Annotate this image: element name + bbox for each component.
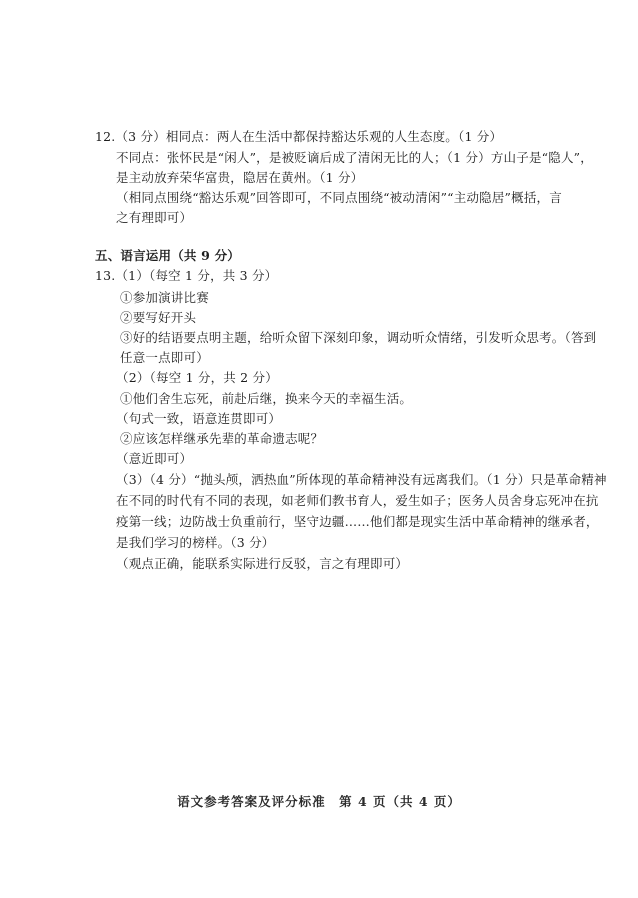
page-footer: 语文参考答案及评分标准 第 4 页（共 4 页） (177, 794, 461, 809)
q12-line-1: 12.（3 分）相同点：两人在生活中都保持豁达乐观的人生态度。（1 分） (95, 129, 503, 144)
q12-line-3: 是主动放弃荣华富贵，隐居在黄州。（1 分） (116, 170, 364, 185)
q13-part2-note-2: （意近即可） (116, 451, 193, 466)
q13-part2-note-1: （句式一致，语意连贯即可） (116, 411, 282, 426)
q13-item-3-line-2: 任意一点即可） (120, 350, 209, 365)
q13-part3-note: （观点正确，能联系实际进行反驳，言之有理即可） (116, 556, 409, 571)
section-5-heading: 五、语言运用（共 9 分） (95, 248, 241, 263)
q12-line-4: （相同点围绕“豁达乐观”回答即可，不同点围绕“被动清闲”“主动隐居”概括，言 (116, 190, 562, 205)
q13-part2-item-1: ①他们舍生忘死，前赴后继，换来今天的幸福生活。 (120, 391, 413, 406)
q13-item-1: ①参加演讲比赛 (120, 290, 209, 305)
q13-part3-line-4: 是我们学习的榜样。（3 分） (116, 535, 275, 550)
q13-part2-item-2: ②应该怎样继承先辈的革命遗志呢？ (120, 431, 324, 446)
q13-part3-line-3: 疫第一线；边防战士负重前行，坚守边疆……他们都是现实生活中革命精神的继承者， (116, 514, 599, 529)
q13-part3-line-1: （3）（4 分）“抛头颅，洒热血”所体现的革命精神没有远离我们。（1 分）只是革命精神 (116, 472, 607, 487)
q13-part3-line-2: 在不同的时代有不同的表现，如老师们教书育人，爱生如子；医务人员舍身忘死冲在抗 (116, 493, 599, 508)
q13-item-2: ②要写好开头 (120, 310, 197, 325)
q13-part2-heading: （2）（每空 1 分，共 2 分） (116, 370, 278, 385)
q13-part1-heading: 13.（1）（每空 1 分，共 3 分） (95, 268, 278, 283)
q13-item-3-line-1: ③好的结语要点明主题，给听众留下深刻印象，调动听众情绪，引发听众思考。（答到 (120, 330, 597, 345)
q12-line-2: 不同点：张怀民是“闲人”，是被贬谪后成了清闲无比的人；（1 分）方山子是“隐人”， (116, 150, 593, 165)
q12-line-5: 之有理即可） (116, 210, 193, 225)
